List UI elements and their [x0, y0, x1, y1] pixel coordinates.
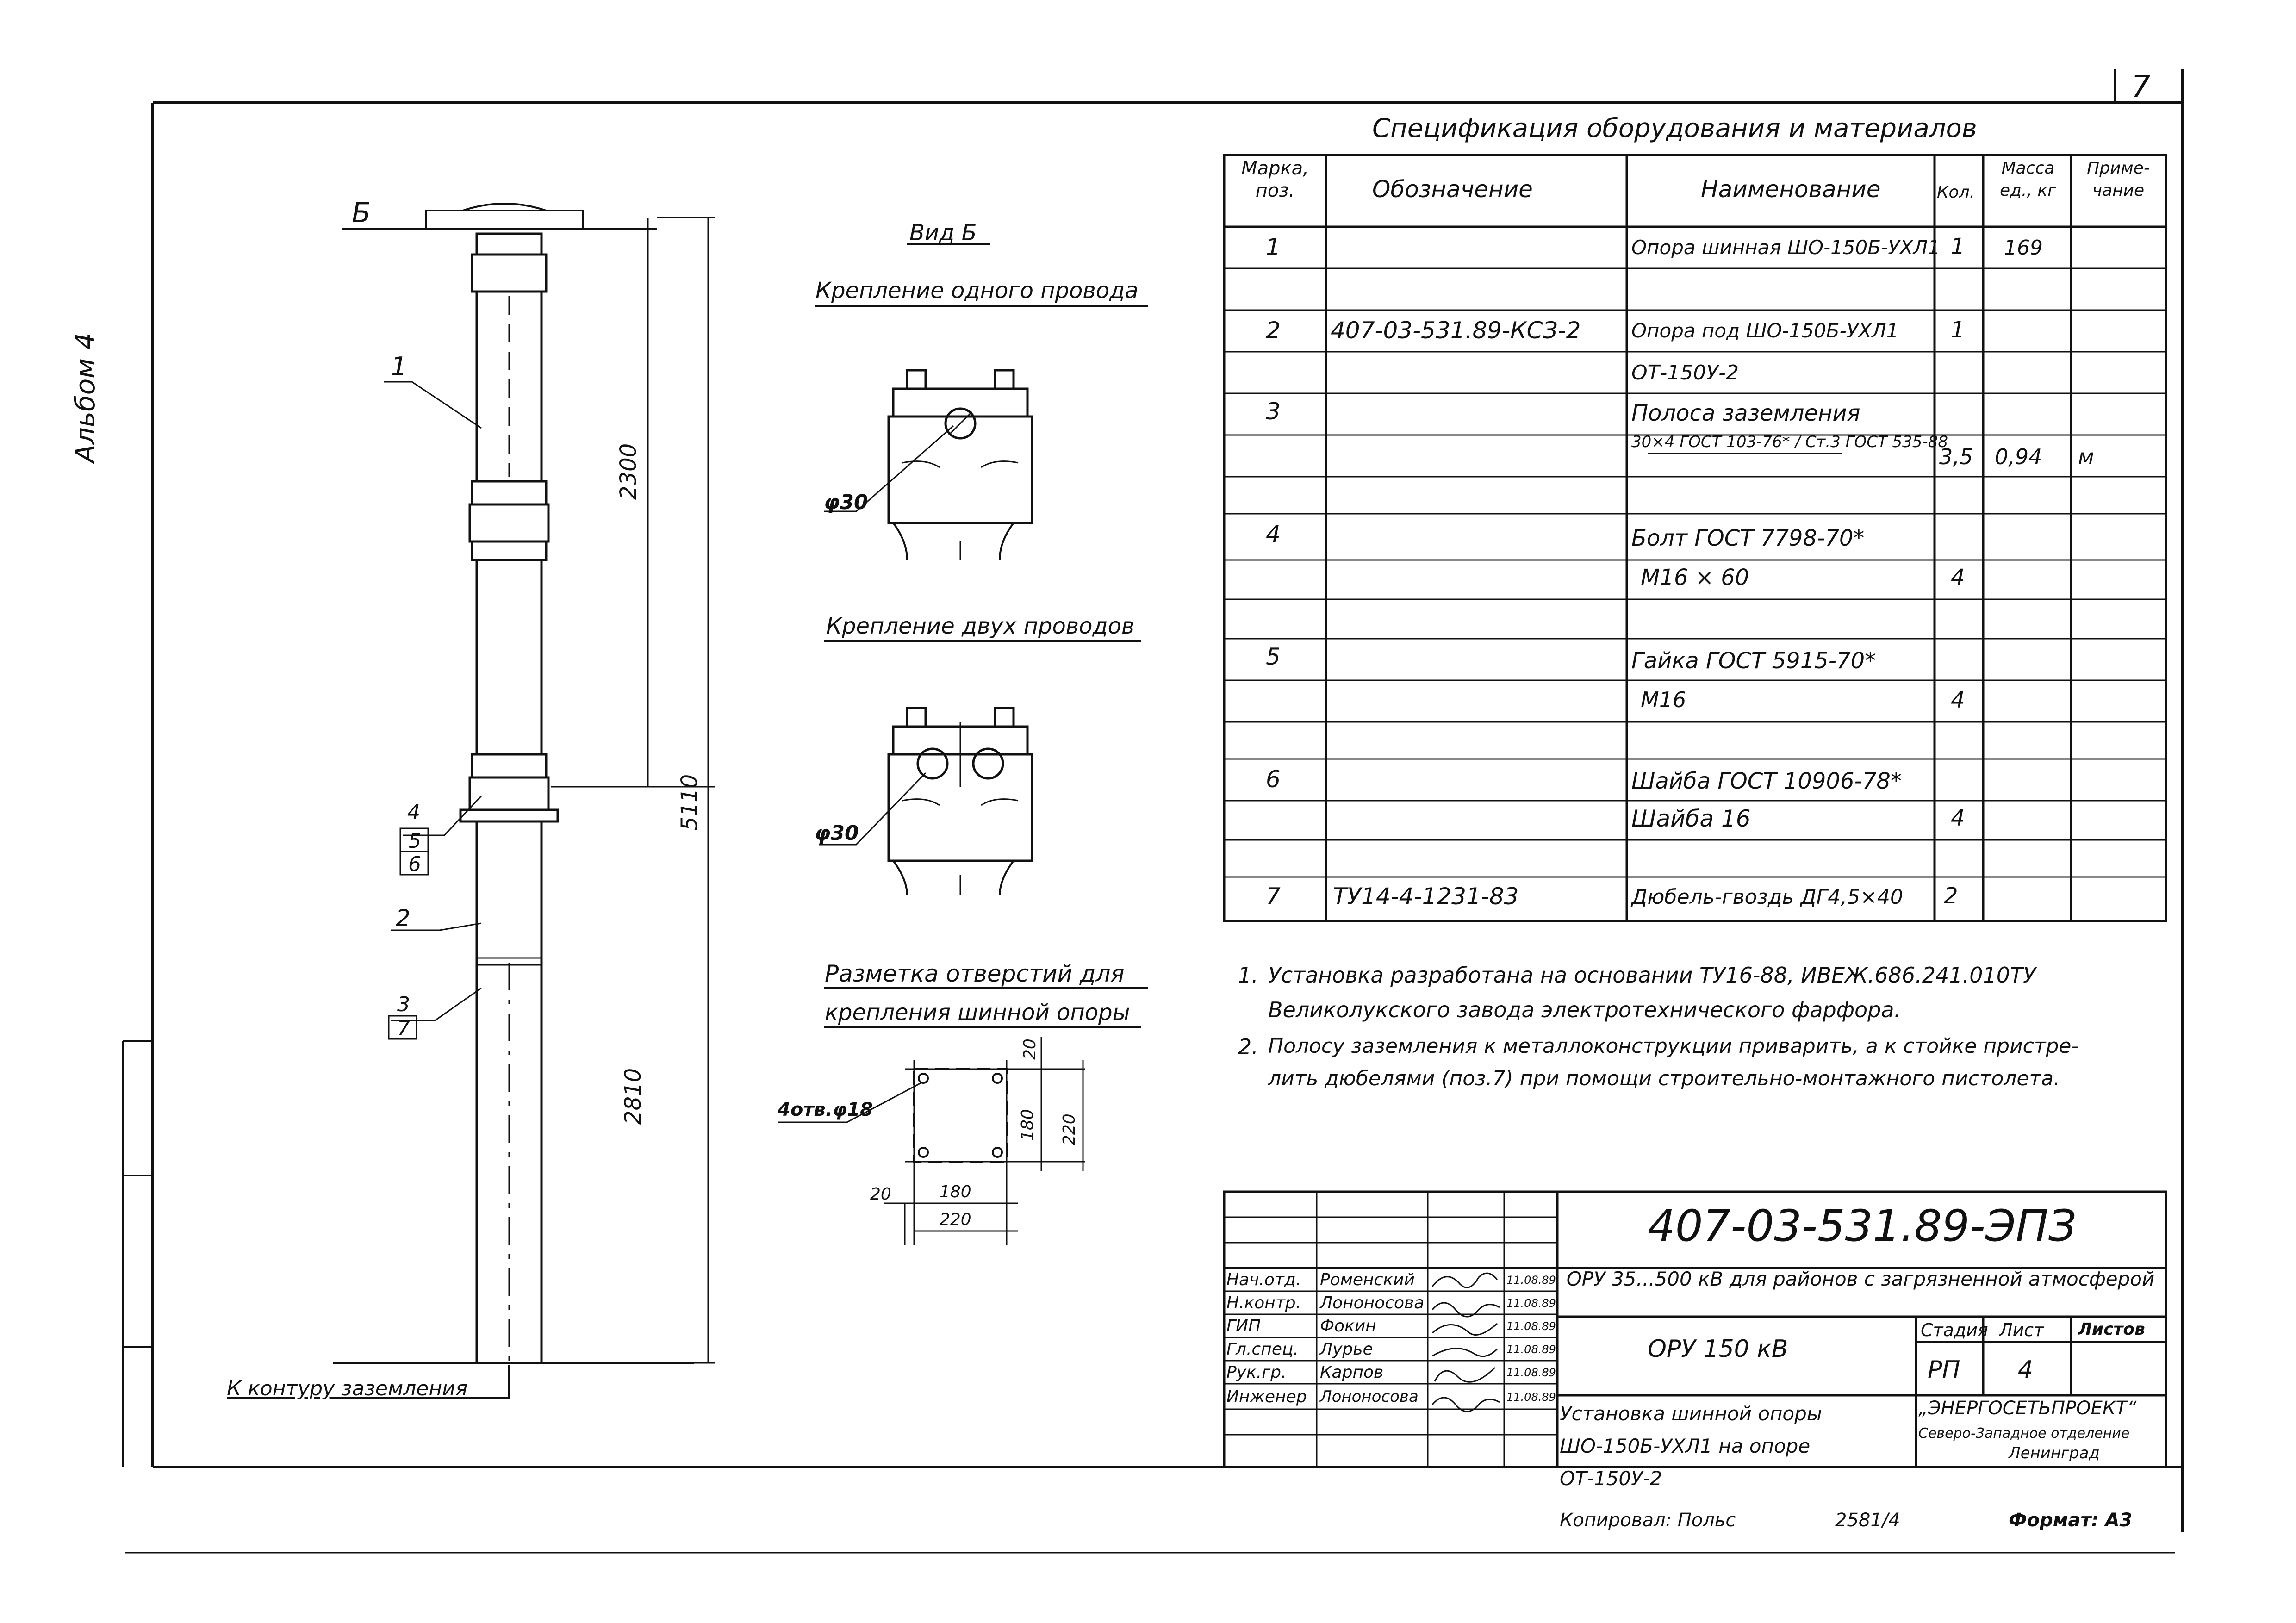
note-2-line-2: лить дюбелями (поз.7) при помощи строительно-монтажного пистолета. — [1268, 1067, 2060, 1090]
row3b-qty: 3,5 — [1939, 444, 1973, 469]
signer-date: 11.08.89 — [1506, 1366, 1556, 1379]
callout-5: 5 — [408, 829, 421, 853]
detail-hole-marking — [778, 1037, 1085, 1245]
header-qty: Кол. — [1937, 183, 1975, 202]
ground-label: К контуру заземления — [227, 1377, 468, 1400]
row2-designation: 407-03-531.89-КСЗ-2 — [1331, 317, 1581, 344]
signer-role: Рук.гр. — [1226, 1363, 1287, 1382]
dim-180v: 180 — [1018, 1109, 1037, 1141]
spec-title: Спецификация оборудования и материалов — [1372, 113, 1977, 143]
callout-4: 4 — [407, 801, 420, 824]
signer-date: 11.08.89 — [1506, 1320, 1556, 1333]
row6b-name: Шайба 16 — [1631, 805, 1751, 832]
row4-mark: 4 — [1266, 521, 1281, 547]
copied-by: Копировал: Польс — [1560, 1510, 1736, 1531]
callout-1: 1 — [391, 352, 407, 381]
note-2-num: 2. — [1238, 1034, 1258, 1059]
signer-role: ГИП — [1226, 1317, 1261, 1336]
detail-two-wires — [819, 708, 1032, 895]
detail-one-wire — [824, 370, 1032, 560]
row7-name: Дюбель-гвоздь ДГ4,5×40 — [1631, 885, 1903, 909]
row3-mark: 3 — [1266, 398, 1281, 425]
document-code: 407-03-531.89-ЭПЗ — [1648, 1201, 2077, 1251]
header-name: Наименование — [1701, 176, 1881, 203]
org-city: Ленинград — [2009, 1444, 2100, 1462]
marking-title-1: Разметка отверстий для — [825, 960, 1125, 987]
dim-220v: 220 — [1060, 1113, 1079, 1145]
project-title: ОРУ 35...500 кВ для районов с загрязненной атмосферой — [1566, 1268, 2155, 1290]
sheets-label: Листов — [2078, 1320, 2145, 1339]
note-1-num: 1. — [1238, 963, 1258, 988]
page-number: 7 — [2131, 68, 2151, 104]
signatures — [1432, 1273, 1500, 1412]
view-b-title: Вид Б — [909, 220, 977, 246]
row4b-qty: 4 — [1951, 565, 1965, 591]
column-assembly — [333, 204, 715, 1398]
two-wires-dim: φ30 — [815, 821, 859, 845]
signer-name: Карпов — [1320, 1363, 1384, 1382]
dim-5110: 5110 — [677, 774, 703, 831]
sheet-label: Лист — [1999, 1320, 2044, 1340]
signer-name: Лононосова — [1320, 1387, 1419, 1406]
stage-value: РП — [1928, 1356, 1960, 1384]
row1-qty: 1 — [1951, 234, 1965, 260]
header-mark: Марка, поз. — [1241, 158, 1309, 201]
row3b-mass: 0,94 — [1995, 444, 2042, 469]
row7-qty: 2 — [1944, 883, 1958, 909]
signer-name: Лурье — [1320, 1340, 1373, 1359]
org-name: „ЭНЕРГОСЕТЬПРОЕКТ“ — [1918, 1398, 2137, 1419]
signer-name: Роменский — [1320, 1270, 1415, 1289]
dim-220h: 220 — [940, 1210, 971, 1229]
row6b-qty: 4 — [1951, 805, 1965, 831]
signer-date: 11.08.89 — [1506, 1274, 1556, 1287]
row5-name: Гайка ГОСТ 5915-70* — [1631, 648, 1876, 674]
row3-name: Полоса заземления — [1631, 400, 1860, 426]
header-mass: Масса ед., кг — [1999, 159, 2057, 200]
signer-role: Нач.отд. — [1226, 1270, 1301, 1289]
album-label: Альбом 4 — [69, 332, 101, 463]
object-title: ОРУ 150 кВ — [1648, 1335, 1788, 1363]
row2b-name: ОТ-150У-2 — [1631, 361, 1739, 385]
row1-mass: 169 — [2004, 236, 2043, 260]
dim-2300: 2300 — [616, 443, 641, 500]
row5-mark: 5 — [1266, 643, 1281, 670]
format-label: Формат: А3 — [2009, 1510, 2133, 1531]
row5b-qty: 4 — [1951, 687, 1965, 713]
dim-20b: 20 — [870, 1185, 891, 1204]
row4b-name: М16 × 60 — [1641, 565, 1749, 591]
org-branch: Северо-Западное отделение — [1918, 1425, 2130, 1442]
row3b-name: 30×4 ГОСТ 103-76* / Ст.3 ГОСТ 535-88 — [1631, 433, 1948, 451]
dim-20a: 20 — [1020, 1038, 1039, 1060]
signer-date: 11.08.89 — [1506, 1391, 1556, 1404]
signer-name: Лононосова — [1320, 1293, 1425, 1312]
one-wire-title: Крепление одного провода — [815, 278, 1139, 304]
row5b-name: М16 — [1641, 687, 1686, 712]
row7-mark: 7 — [1266, 883, 1281, 910]
row2-name: Опора под ШО-150Б-УХЛ1 — [1631, 319, 1899, 342]
one-wire-dim: φ30 — [824, 491, 868, 514]
note-2-line-1: Полосу заземления к металлоконструкции приварить, а к стойке пристре- — [1268, 1034, 2079, 1058]
callout-6: 6 — [408, 852, 421, 876]
row2-mark: 2 — [1266, 317, 1281, 344]
row1-name: Опора шинная ШО-150Б-УХЛ1 — [1631, 236, 1940, 259]
row4-name: Болт ГОСТ 7798-70* — [1631, 525, 1865, 551]
order-number: 2581/4 — [1835, 1510, 1900, 1531]
note-1-line-2: Великолукского завода электротехнического фарфора. — [1268, 997, 1901, 1022]
row1-mark: 1 — [1266, 234, 1281, 261]
sheet-value: 4 — [2018, 1356, 2034, 1384]
signer-role: Инженер — [1226, 1387, 1307, 1406]
stage-label: Стадия — [1921, 1320, 1988, 1340]
callout-7: 7 — [397, 1017, 410, 1040]
header-note: Приме- чание — [2087, 159, 2150, 200]
signer-role: Гл.спец. — [1226, 1340, 1299, 1359]
signer-date: 11.08.89 — [1506, 1297, 1556, 1310]
marking-title-2: крепления шинной опоры — [825, 1000, 1130, 1026]
dim-180h: 180 — [940, 1182, 971, 1201]
signer-role: Н.контр. — [1226, 1293, 1301, 1312]
note-1-line-1: Установка разработана на основании ТУ16-88, ИВЕЖ.686.241.010ТУ — [1268, 963, 2036, 988]
row3b-note: м — [2078, 444, 2094, 469]
dim-2810: 2810 — [620, 1068, 646, 1125]
signer-name: Фокин — [1320, 1317, 1376, 1336]
row6-name: Шайба ГОСТ 10906-78* — [1631, 768, 1902, 794]
signer-date: 11.08.89 — [1506, 1343, 1556, 1356]
row6-mark: 6 — [1266, 766, 1281, 793]
header-designation: Обозначение — [1372, 176, 1533, 203]
sheet-title: Установка шинной опоры ШО-150Б-УХЛ1 на опоре ОТ-150У-2 — [1560, 1402, 1822, 1490]
row7-designation: ТУ14-4-1231-83 — [1333, 883, 1519, 910]
callout-2: 2 — [396, 905, 411, 932]
view-mark-b: Б — [352, 197, 371, 229]
row2-qty: 1 — [1951, 317, 1965, 343]
holes-label: 4отв.φ18 — [778, 1099, 873, 1120]
callout-3: 3 — [397, 993, 410, 1016]
two-wires-title: Крепление двух проводов — [826, 613, 1135, 639]
